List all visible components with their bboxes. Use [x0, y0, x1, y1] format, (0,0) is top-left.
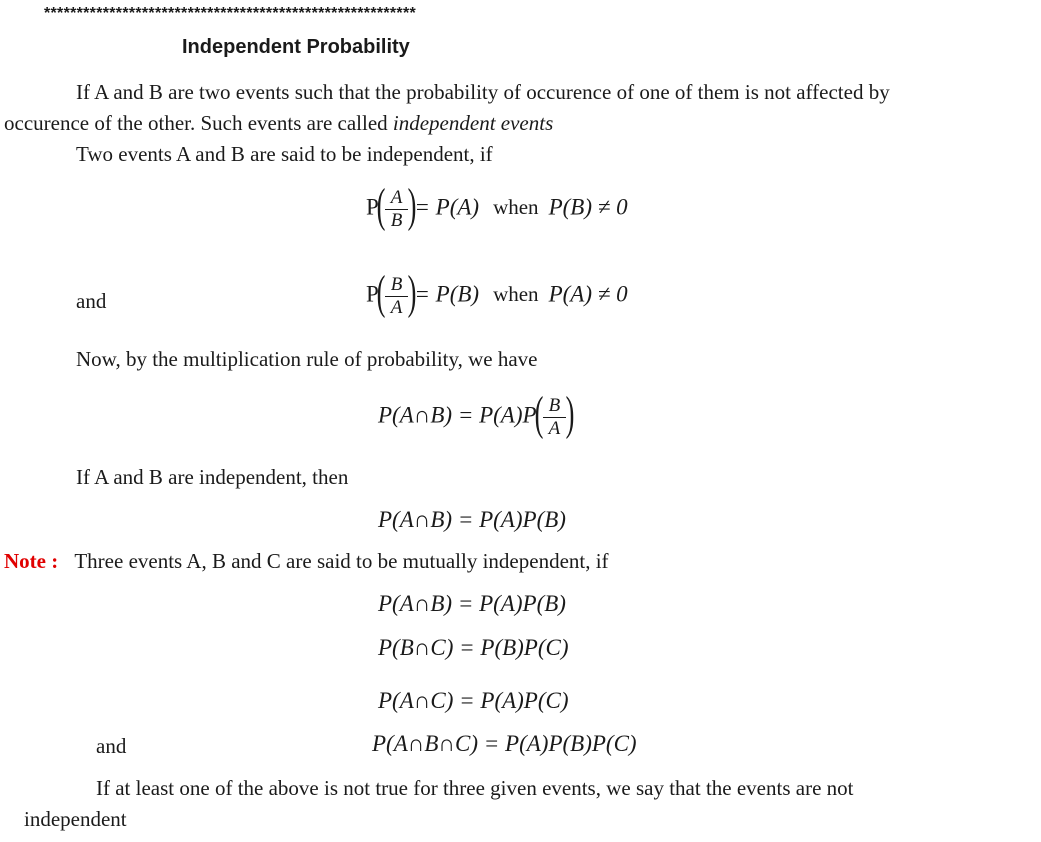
- eq1-p: P: [366, 194, 379, 220]
- definition-line: Two events A and B are said to be independent, if: [76, 142, 493, 166]
- eq1-condition: P(B) ≠ 0: [548, 194, 628, 220]
- independent-then-line: If A and B are independent, then: [76, 465, 349, 489]
- eq1-rhs: = P(A): [414, 194, 480, 220]
- conclusion-line1: If at least one of the above is not true for three given events, we say that the events are not: [96, 776, 854, 800]
- eq2-fraction: $\frac{B}{A}$: [385, 274, 409, 319]
- eq2-rhs: = P(B): [414, 281, 480, 307]
- and-label-2: and: [96, 734, 127, 758]
- conclusion-line2: independent: [24, 807, 127, 831]
- eq1-fraction: $\frac{A}{B}$: [385, 187, 409, 232]
- eq3-fraction: $\frac{B}{A}$: [543, 395, 567, 440]
- paragraph-intro-line1: If A and B are two events such that the probability of occurence of one of them is not affected by: [76, 80, 890, 104]
- multiplication-rule-line: Now, by the multiplication rule of probability, we have: [76, 347, 538, 371]
- equation-independent-product: P(A∩B) = P(A)P(B): [378, 507, 566, 532]
- eq1-when: when: [493, 195, 539, 220]
- note-text: Three events A, B and C are said to be mutually independent, if: [74, 549, 609, 573]
- equation-independence-a: P( $\frac{A}{B}$ )= P(A) when P(B) ≠ 0: [366, 179, 628, 232]
- equation-independence-b: P( $\frac{B}{A}$ )= P(B) when P(A) ≠ 0: [366, 266, 628, 319]
- section-heading: Independent Probability: [182, 36, 410, 58]
- equation-abc: P(A∩B∩C) = P(A)P(B)P(C): [372, 731, 637, 756]
- equation-ab: P(A∩B) = P(A)P(B): [378, 591, 566, 616]
- and-label-1: and: [76, 289, 107, 313]
- separator-stars: *********************************************************: [44, 5, 417, 22]
- conclusion-paragraph: [24, 773, 1024, 835]
- equation-multiplication-rule: P(A∩B) = P(A)P( $\frac{B}{A}$ ): [378, 387, 575, 440]
- eq2-condition: P(A) ≠ 0: [548, 281, 628, 307]
- eq3-lhs: P(A∩B) = P(A)P: [378, 402, 537, 428]
- note-label: Note :: [4, 549, 59, 573]
- equation-ac: P(A∩C) = P(A)P(C): [378, 688, 569, 713]
- note-line: [4, 549, 609, 574]
- intro-text: occurence of the other. Such events are called: [4, 111, 393, 135]
- equation-bc: P(B∩C) = P(B)P(C): [378, 635, 569, 660]
- eq2-p: P: [366, 281, 379, 307]
- eq2-when: when: [493, 282, 539, 307]
- paragraph-intro-line2: [4, 111, 553, 136]
- independent-events-term: independent events: [392, 111, 554, 135]
